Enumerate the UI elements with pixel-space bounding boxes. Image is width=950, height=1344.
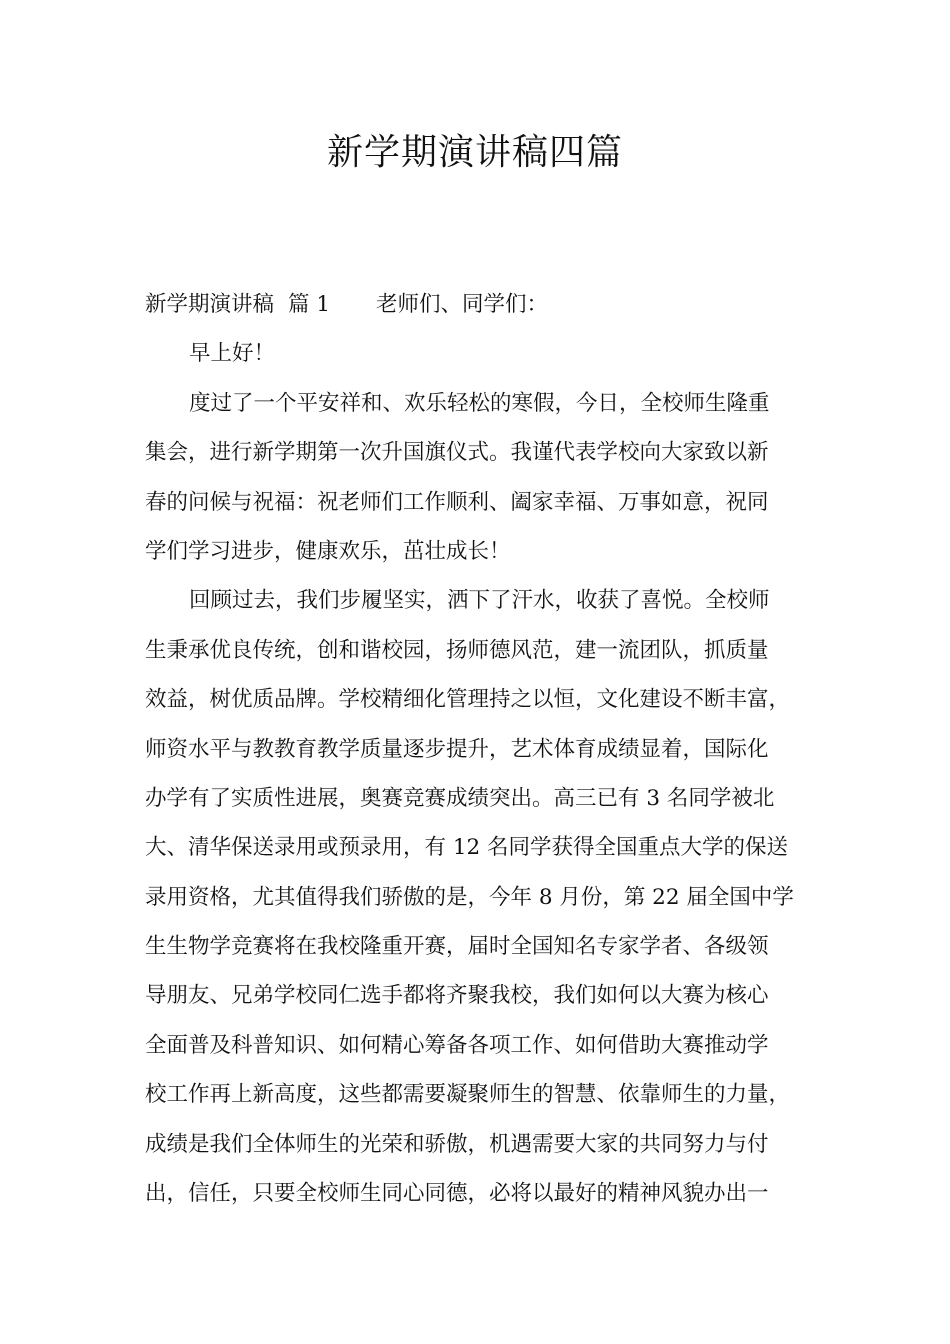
- text-line: 生生物学竞赛将在我校隆重开赛，届时全国知名专家学者、各级领: [145, 934, 769, 960]
- text-line: 早上好！: [189, 341, 276, 367]
- text-line: 回顾过去，我们步履坚实，洒下了汗水，收获了喜悦。全校师: [189, 588, 770, 614]
- document-body: [145, 280, 825, 1218]
- text-line: 春的问候与祝福：祝老师们工作顺利、阖家幸福、万事如意，祝同: [145, 489, 769, 515]
- paragraph-opening: [145, 379, 825, 577]
- paragraph-review: [145, 576, 825, 1218]
- text-line: 大、清华保送录用或预录用，有 12 名同学获得全国重点大学的保送: [145, 835, 789, 861]
- heading-line: [145, 280, 825, 329]
- section-title: 新学期演讲稿: [145, 292, 275, 317]
- text-line: 师资水平与教教育教学质量逐步提升，艺术体育成绩显着，国际化: [145, 736, 769, 762]
- text-line: 办学有了实质性进展，奥赛竞赛成绩突出。高三已有 3 名同学被北: [145, 785, 775, 811]
- text-line: 校工作再上新高度，这些都需要凝聚师生的智慧、依靠师生的力量，: [145, 1082, 791, 1108]
- text-line: 录用资格，尤其值得我们骄傲的是，今年 8 月份，第 22 届全国中学: [145, 884, 794, 910]
- text-line: 集会，进行新学期第一次升国旗仪式。我谨代表学校向大家致以新: [145, 440, 769, 466]
- text-line: 出，信任，只要全校师生同心同德，必将以最好的精神风貌办出一: [145, 1181, 769, 1207]
- text-line: 生秉承优良传统，创和谐校园，扬师德风范，建一流团队，抓质量: [145, 637, 769, 663]
- document-title: 新学期演讲稿四篇: [326, 132, 623, 173]
- paragraph-greeting: [145, 329, 825, 378]
- salutation: 老师们、同学们：: [376, 292, 549, 317]
- text-line: 全面普及科普知识、如何精心筹备各项工作、如何借助大赛推动学: [145, 1032, 769, 1058]
- text-line: 成绩是我们全体师生的光荣和骄傲，机遇需要大家的共同努力与付: [145, 1131, 769, 1157]
- text-line: 效益，树优质品牌。学校精细化管理持之以恒，文化建设不断丰富，: [145, 687, 791, 713]
- section-number: 篇 1: [288, 292, 331, 317]
- text-line: 度过了一个平安祥和、欢乐轻松的寒假，今日，全校师生隆重: [189, 390, 770, 416]
- text-line: 导朋友、兄弟学校同仁选手都将齐聚我校，我们如何以大赛为核心: [145, 983, 769, 1009]
- text-line: 学们学习进步，健康欢乐，茁壮成长！: [145, 538, 511, 564]
